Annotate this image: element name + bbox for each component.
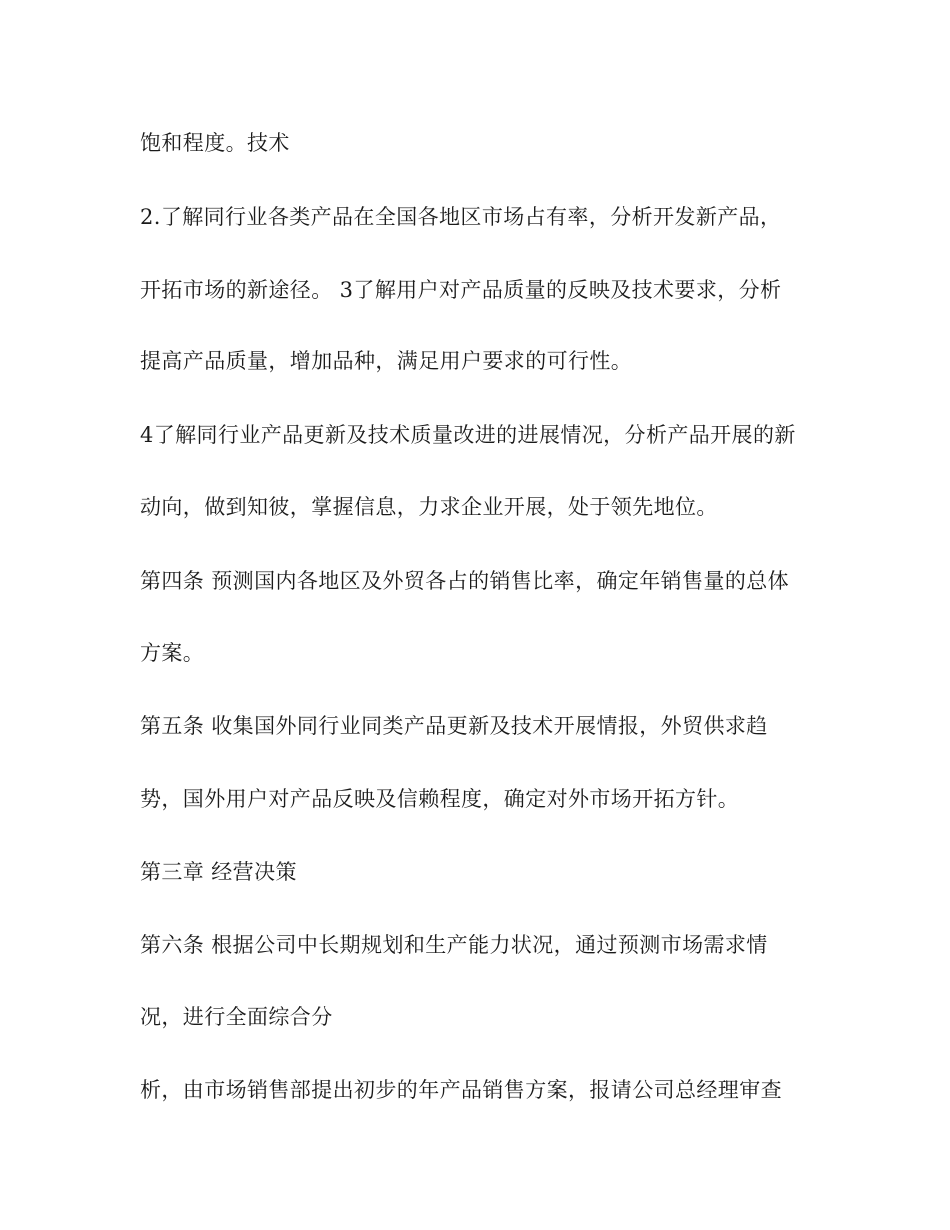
text-line: 提高产品质量，增加品种，满足用户要求的可行性。 bbox=[140, 349, 633, 373]
text-line: 势，国外用户对产品反映及信赖程度，确定对外市场开拓方针。 bbox=[140, 787, 740, 811]
text-line: 况，进行全面综合分 bbox=[140, 1005, 333, 1029]
section-heading: 第三章 经营决策 bbox=[140, 860, 297, 884]
text-line: 饱和程度。技术 bbox=[140, 131, 290, 155]
text-line: 析，由市场销售部提出初步的年产品销售方案，报请公司总经理审查 bbox=[140, 1078, 782, 1102]
text-line: 动向，做到知彼，掌握信息，力求企业开展，处于领先地位。 bbox=[140, 495, 718, 519]
text-line: 第六条 根据公司中长期规划和生产能力状况，通过预测市场需求情 bbox=[140, 933, 768, 957]
text-line: 2.了解同行业各类产品在全国各地区市场占有率，分析开发新产品， bbox=[140, 205, 782, 229]
text-line: 开拓市场的新途径。 3了解用户对产品质量的反映及技术要求，分析 bbox=[140, 278, 782, 302]
text-line: 4了解同行业产品更新及技术质量改进的进展情况，分析产品开展的新 bbox=[140, 423, 796, 447]
text-line: 第四条 预测国内各地区及外贸各占的销售比率，确定年销售量的总体 bbox=[140, 569, 790, 593]
text-line: 方案。 bbox=[140, 641, 205, 665]
text-line: 第五条 收集国外同行业同类产品更新及技术开展情报，外贸供求趋 bbox=[140, 714, 768, 738]
